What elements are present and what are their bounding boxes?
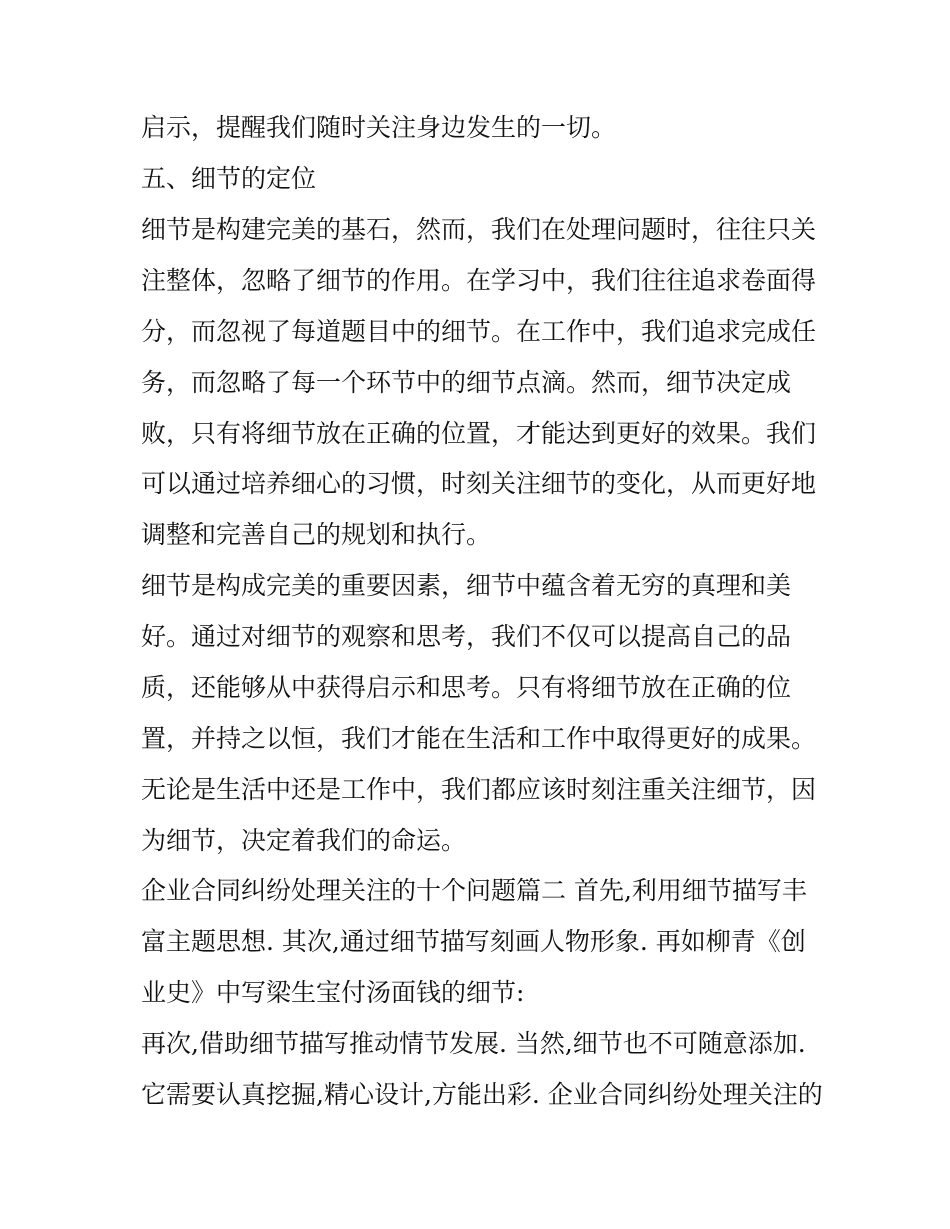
text-line: 细节是构成完美的重要因素，细节中蕴含着无穷的真理和美 xyxy=(141,571,792,600)
text-line: 务，而忽略了每一个环节中的细节点滴。然而，细节决定成 xyxy=(141,368,792,397)
text-line: 为细节，决定着我们的命运。 xyxy=(141,826,467,855)
text-line: 可以通过培养细心的习惯，时刻关注细节的变化，从而更好地 xyxy=(141,469,817,498)
text-line: 置，并持之以恒，我们才能在生活和工作中取得更好的成果。 xyxy=(141,724,817,753)
text-line: 再次,借助细节描写推动情节发展. 当然,细节也不可随意添加. xyxy=(141,1029,806,1058)
text-line: 业史》中写梁生宝付汤面钱的细节: xyxy=(141,978,525,1007)
text-line: 注整体，忽略了细节的作用。在学习中，我们往往追求卷面得 xyxy=(141,266,817,295)
section-heading: 五、细节的定位 xyxy=(141,164,317,193)
text-line: 败，只有将细节放在正确的位置，才能达到更好的效果。我们 xyxy=(141,419,817,448)
text-line: 细节是构建完美的基石，然而，我们在处理问题时，往往只关 xyxy=(141,215,817,244)
text-line: 富主题思想. 其次,通过细节描写刻画人物形象. 再如柳青《创 xyxy=(141,927,806,956)
text-line: 无论是生活中还是工作中，我们都应该时刻注重关注细节，因 xyxy=(141,775,817,804)
text-line: 启示，提醒我们随时关注身边发生的一切。 xyxy=(141,113,617,142)
text-line: 它需要认真挖掘,精心设计,方能出彩. 企业合同纠纷处理关注的 xyxy=(141,1080,823,1109)
text-line: 好。通过对细节的观察和思考，我们不仅可以提高自己的品 xyxy=(141,622,792,651)
text-line: 质，还能够从中获得启示和思考。只有将细节放在正确的位 xyxy=(141,673,792,702)
text-line: 分，而忽视了每道题目中的细节。在工作中，我们追求完成任 xyxy=(141,317,817,346)
text-line: 企业合同纠纷处理关注的十个问题篇二 首先,利用细节描写丰 xyxy=(141,876,807,905)
text-line: 调整和完善自己的规划和执行。 xyxy=(141,520,492,549)
